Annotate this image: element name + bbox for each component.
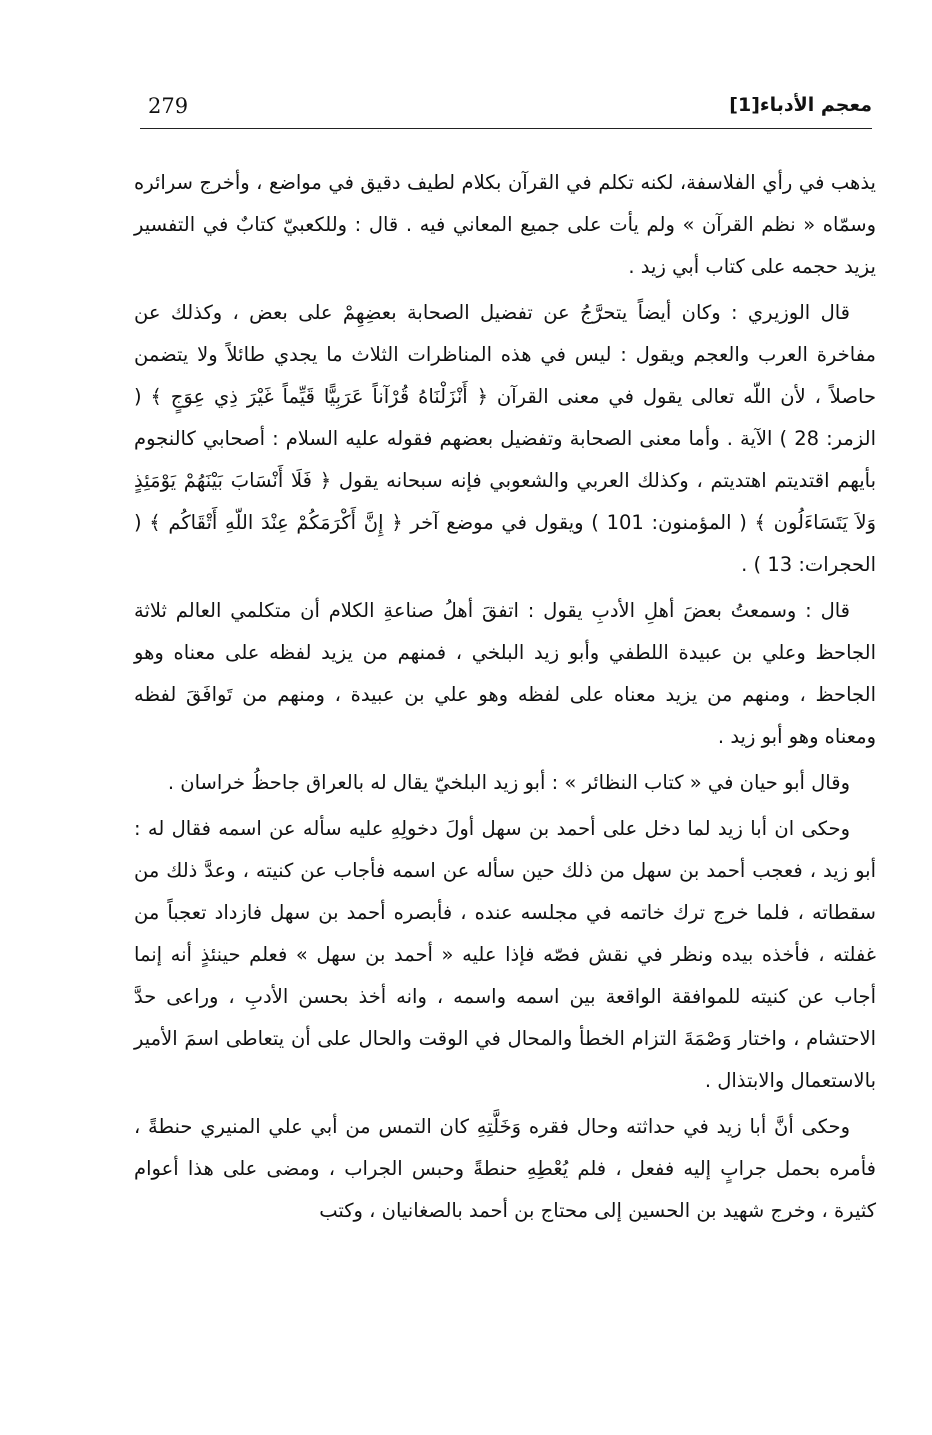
body-text — [134, 162, 876, 1232]
paragraph: يذهب في رأي الفلاسفة، لكنه تكلم في القرآن بكلام لطيف دقيق في مواضع ، وأخرج سرائره وسمّاه « نظم القرآن » ولم يأت على جميع المعاني فيه . قال : وللكعبيّ كتابٌ في التفسير يزيد حجمه على كتاب أبي زيد . — [134, 171, 876, 278]
paragraph: وحكى أنَّ أبا زيد في حداثته وحال فقره وَخَلَّتِهِ كان التمس من أبي علي المنيري حنطةً ، فأمره بحمل جرابٍ إليه ففعل ، فلم يُعْطِهِ حنطةً وحبس الجراب ، ومضى على هذا أعوام كثيرة ، وخرج شهيد بن الحسين إلى محتاج بن أحمد بالصغانيان ، وكتب — [134, 1115, 876, 1222]
paragraph: وحكى ان أبا زيد لما دخل على أحمد بن سهل أولَ دخولِهِ عليه سأله عن اسمه فقال له : أبو زيد ، فعجب أحمد بن سهل من ذلك حين سأله عن اسمه فأجاب عن كنيته ، وعدَّ ذلك من سقطاته ، فلما خرج ترك خاتمه في مجلسه عنده ، فأبصره أحمد بن سهل فازداد تعجباً من غفلته ، فأخذه بيده ونظر في نقش فصّه فإذا عليه « أحمد بن سهل » فعلم حينئذٍ أنه إنما أجاب عن كنيته للموافقة الواقعة بين اسمه واسمه ، وانه أخذ بحسن الأدبِ ، وراعى حدَّ الاحتشام ، واختار وَصْمَةَ التزام الخطأ والمحال في الوقت والحال على أن يتعاطى اسمَ الأمير بالاستعمال والابتذال . — [134, 817, 876, 1092]
page-number: 279 — [148, 94, 189, 118]
paragraph: وقال أبو حيان في « كتاب النظائر » : أبو زيد البلخيّ يقال له بالعراق جاحظُ خراسان . — [167, 771, 850, 794]
running-title: معجم الأدباء[1] — [729, 94, 872, 116]
header-rule — [140, 128, 872, 129]
paragraph: قال : وسمعتُ بعضَ أهلِ الأدبِ يقول : اتفقَ أهلُ صناعةِ الكلام أن متكلمي العالم ثلاثة الجاحظ وعلي بن عبيدة اللطفي وأبو زيد البلخي ، فمنهم من يزيد لفظه على معناه وهو الجاحظ ، ومنهم من يزيد معناه على لفظه وهو علي بن عبيدة ، ومنهم من تَوافَقَ لفظه ومعناه وهو أبو زيد . — [134, 599, 876, 748]
page-header — [140, 92, 872, 132]
paragraph: قال الوزيري : وكان أيضاً يتحرَّجُ عن تفضيل الصحابة بعضِهِمْ على بعض ، وكذلك عن مفاخرة العرب والعجم ويقول : ليس في هذه المناظرات الثلاث ما يجدي طائلاً ولا يتضمن حاصلاً ، لأن اللّه تعالى يقول في معنى القرآن ﴿ أَنْزَلْنَاهُ قُرْآناً عَرَبِيًّا قَيِّماً غَيْرَ ذِي عِوَجٍ ﴾ ( الزمر: 28 ) الآية . وأما معنى الصحابة وتفضيل بعضهم فقوله عليه السلام : أصحابي كالنجوم بأيهم اقتديتم اهتديتم ، وكذلك العربي والشعوبي فإنه سبحانه يقول ﴿ فَلَا أَنْسَابَ بَيْنَهُمْ يَوْمَئِذٍ وَلاَ يَتَسَاءَلُون ﴾ ( المؤمنون: 101 ) ويقول في موضع آخر ﴿ إِنَّ أَكْرَمَكُمْ عِنْدَ اللّهِ أَتْقَاكُم ﴾ ( الحجرات: 13 ) . — [134, 301, 877, 576]
